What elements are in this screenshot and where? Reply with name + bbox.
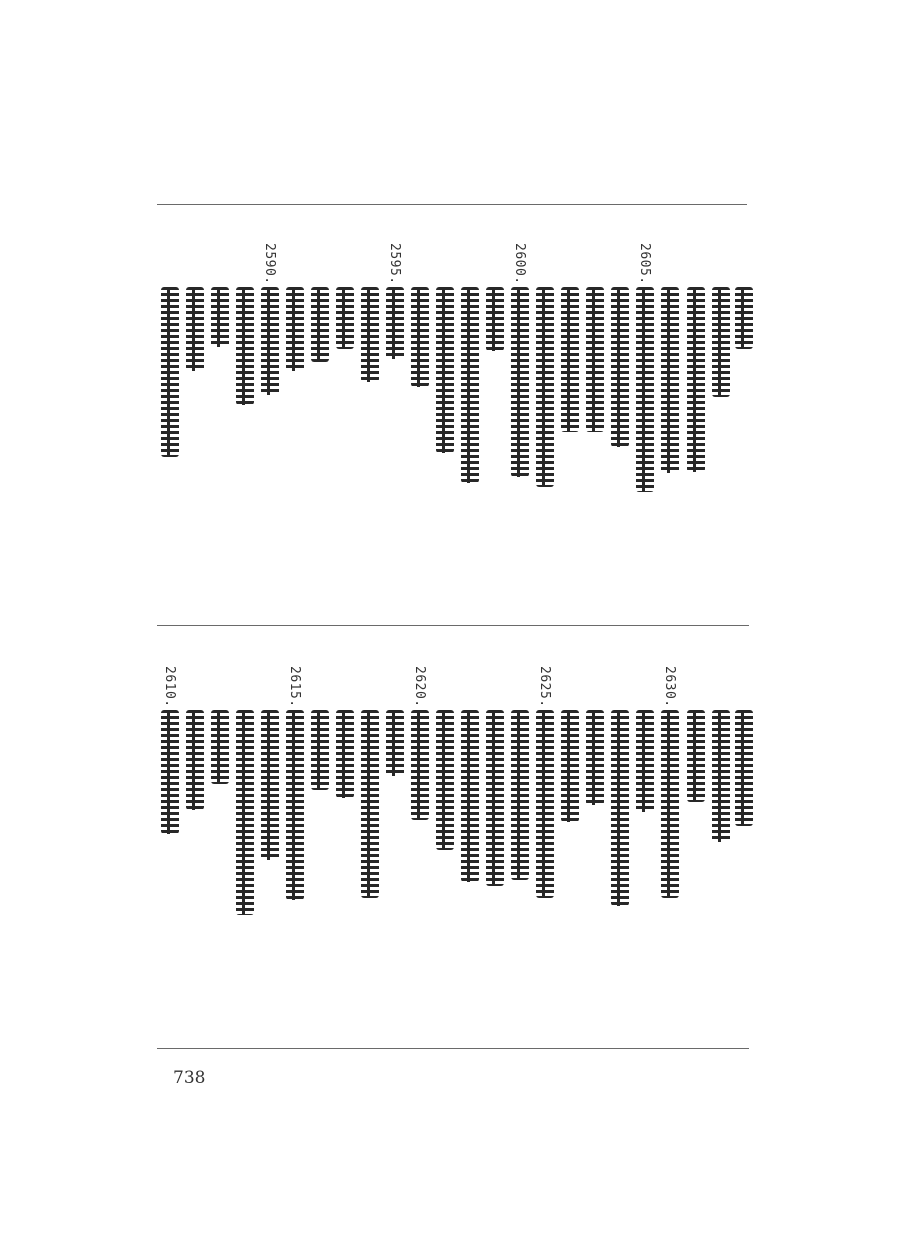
script-column xyxy=(182,710,208,734)
line-number: 2590. xyxy=(262,243,277,285)
script-column xyxy=(357,710,383,734)
line-number: 2605. xyxy=(637,243,652,285)
script-column xyxy=(257,710,283,734)
line-number: 2630. xyxy=(662,666,677,708)
script-column xyxy=(482,710,508,734)
line-number: 2595. xyxy=(387,243,402,285)
script-column xyxy=(432,710,458,734)
rule-bottom xyxy=(157,1048,749,1049)
script-column xyxy=(282,666,308,708)
line-number: 2600. xyxy=(512,243,527,285)
script-column xyxy=(731,287,757,311)
script-column xyxy=(708,287,734,311)
line-number: 2615. xyxy=(287,666,302,708)
script-column xyxy=(282,287,308,311)
script-column xyxy=(232,710,258,734)
script-column xyxy=(407,287,433,311)
script-column xyxy=(708,710,734,734)
script-column xyxy=(307,710,333,734)
script-column xyxy=(207,710,233,734)
script-column xyxy=(232,287,258,311)
script-column xyxy=(382,710,408,734)
script-column xyxy=(482,287,508,311)
script-column xyxy=(683,710,709,734)
script-column xyxy=(683,287,709,311)
page-number: 738 xyxy=(173,1068,206,1088)
script-column xyxy=(332,287,358,311)
script-column xyxy=(507,710,533,734)
script-column xyxy=(607,287,633,311)
line-number: 2620. xyxy=(412,666,427,708)
script-column xyxy=(731,710,757,734)
script-column xyxy=(157,666,183,708)
script-column xyxy=(407,666,433,708)
script-column xyxy=(182,287,208,311)
line-number: 2610. xyxy=(162,666,177,708)
script-column xyxy=(207,287,233,311)
script-column xyxy=(632,243,658,285)
script-column xyxy=(307,287,333,311)
rule-middle xyxy=(157,625,749,626)
script-column xyxy=(457,710,483,734)
script-column xyxy=(157,287,183,311)
script-column xyxy=(632,710,658,734)
script-column xyxy=(532,287,558,311)
script-column xyxy=(382,243,408,285)
script-column xyxy=(257,243,283,285)
line-number: 2625. xyxy=(537,666,552,708)
script-column xyxy=(432,287,458,311)
script-column xyxy=(657,666,683,708)
rule-top xyxy=(157,204,747,205)
script-column xyxy=(607,710,633,734)
script-column xyxy=(507,243,533,285)
script-column xyxy=(532,666,558,708)
script-column xyxy=(457,287,483,311)
script-column xyxy=(582,287,608,311)
script-column xyxy=(332,710,358,734)
script-column xyxy=(557,287,583,311)
script-column xyxy=(582,710,608,734)
script-column xyxy=(357,287,383,311)
script-column xyxy=(657,287,683,311)
script-column xyxy=(557,710,583,734)
